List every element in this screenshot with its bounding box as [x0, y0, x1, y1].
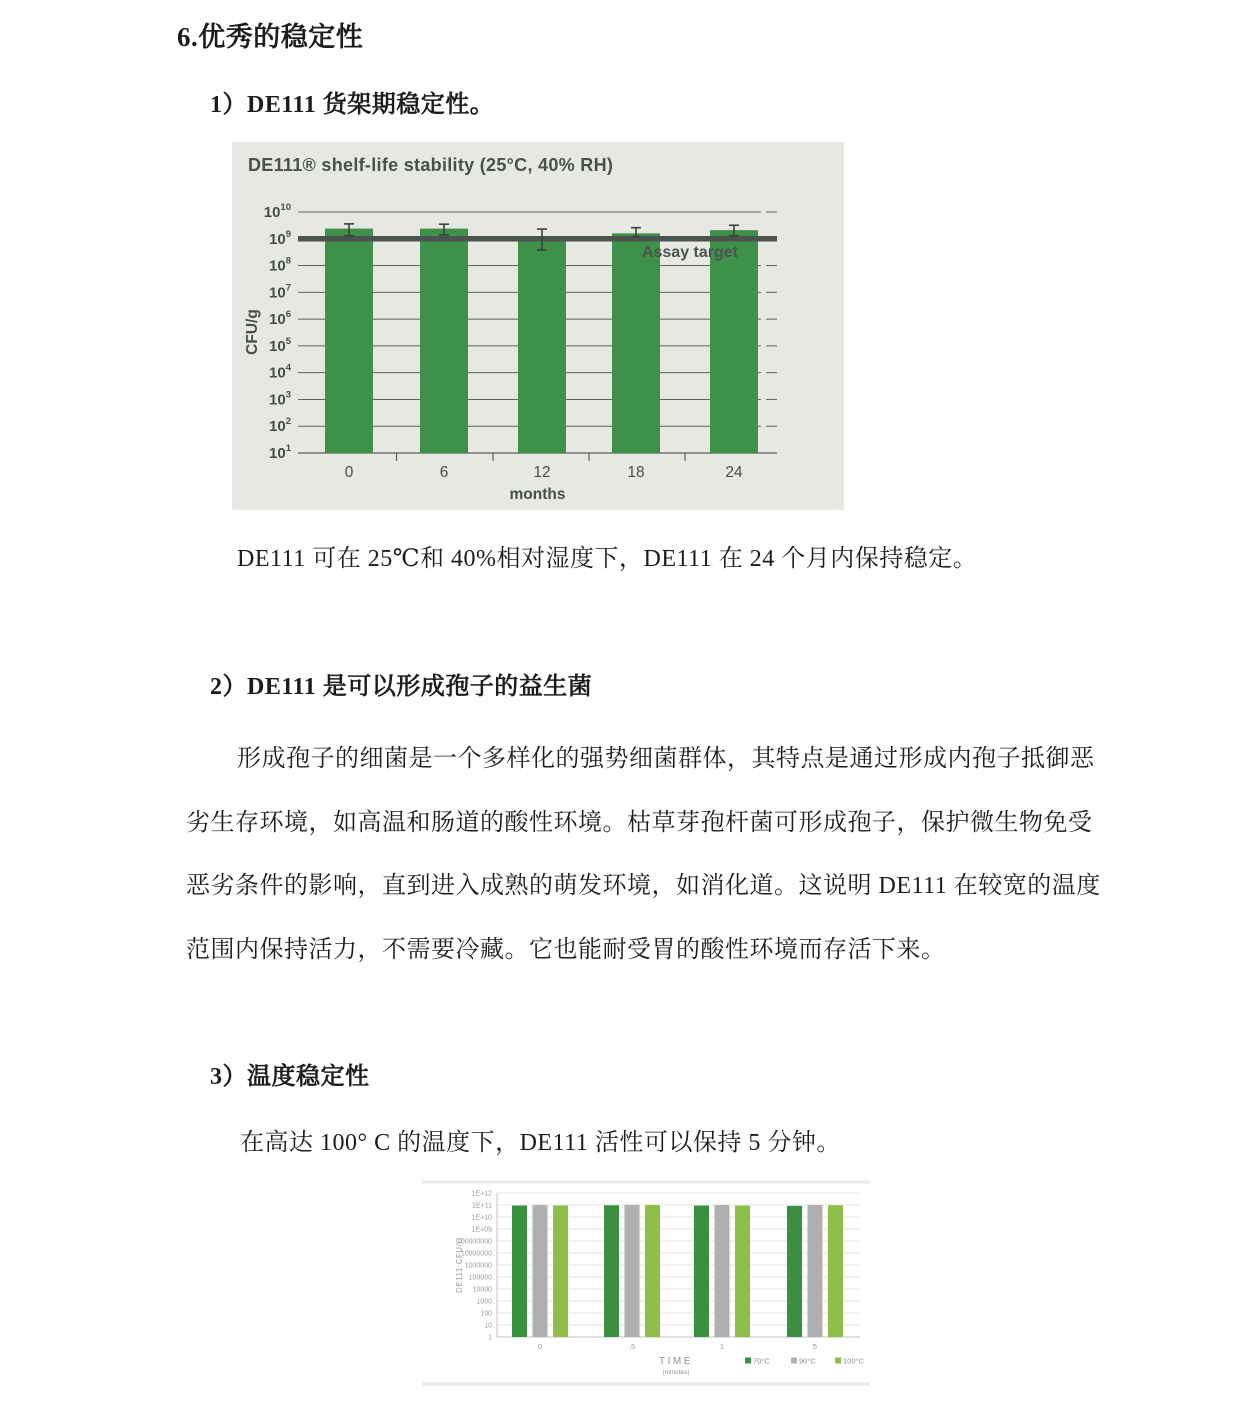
shelf-life-chart-panel: [232, 142, 844, 510]
y-tick-label: 1E+11: [472, 1202, 492, 1210]
y-axis-title: [455, 1237, 464, 1293]
x-tick-label: 5: [812, 1342, 818, 1351]
x-tick-label: 12: [533, 464, 551, 481]
assay-target-label: Assay target: [641, 244, 738, 261]
y-axis-title: DE111 CFU/G: [455, 1237, 464, 1293]
y-tick-label: $10^6$: [269, 309, 291, 329]
y-tick-label: 100: [480, 1310, 492, 1318]
y-tick-label: 1000000: [464, 1262, 492, 1270]
paragraph-line: 形成孢子的细菌是一个多样化的强势细菌群体，其特点是通过形成内孢子抵御恶: [237, 746, 1095, 772]
x-tick-label: 0: [537, 1342, 543, 1351]
bar-month-18: [612, 233, 660, 453]
y-tick-label: 10: [484, 1322, 492, 1330]
x-tick-label: 0: [344, 464, 354, 481]
chart1-title: DE111® shelf-life stability (25°C, 40% RH): [248, 155, 614, 175]
x-tick-label: 18: [627, 464, 645, 481]
bars: [325, 229, 758, 453]
subheading-spore-forming: 2）DE111 是可以形成孢子的益生菌: [210, 674, 593, 700]
y-tick-label: $10^2$: [269, 416, 291, 436]
bars: [512, 1205, 843, 1337]
legend-swatch-90°C: [791, 1358, 797, 1364]
y-tick-label: $10^8$: [269, 255, 291, 275]
y-tick-label: 10000: [472, 1286, 492, 1294]
bar-100°C-t.5: [645, 1205, 660, 1337]
bar-70°C-t1: [694, 1206, 709, 1337]
legend-label: 70°C: [753, 1356, 770, 1366]
bar-70°C-t.5: [604, 1205, 619, 1337]
y-tick-label: 1E+12: [471, 1190, 492, 1198]
shelf-life-chart-plot: [232, 142, 844, 510]
x-tick-label: 6: [439, 464, 449, 481]
x-axis-ticks: [397, 453, 686, 461]
y-tick-label: 100000: [468, 1274, 492, 1282]
bar-90°C-t1: [715, 1205, 730, 1337]
y-tick-label: $10^{10}$: [263, 202, 291, 221]
y-axis-title: CFU/g: [244, 309, 261, 355]
x-tick-label: 1: [719, 1342, 725, 1351]
y-tick-label: 1: [488, 1334, 492, 1342]
temperature-chart-plot: [420, 1180, 872, 1388]
y-tick-label: $10^1$: [269, 443, 291, 462]
legend-swatch-70°C: [745, 1358, 751, 1364]
x-axis-labels: [538, 1342, 817, 1376]
x-axis-subtitle: (minutes): [662, 1369, 690, 1376]
temperature-caption: 在高达 100° C 的温度下，DE111 活性可以保持 5 分钟。: [240, 1130, 841, 1156]
legend-swatch-100°C: [835, 1358, 841, 1364]
bar-100°C-t5: [828, 1205, 843, 1337]
bar-month-12: [518, 239, 566, 453]
y-tick-label: 100000000: [456, 1238, 492, 1246]
y-axis-title: [244, 309, 261, 355]
legend-label: 90°C: [799, 1356, 816, 1366]
y-tick-label: 1000: [476, 1298, 492, 1306]
legend: [745, 1357, 865, 1366]
bar-month-24: [710, 230, 758, 453]
shelf-life-caption: DE111 可在 25℃和 40%相对湿度下，DE111 在 24 个月内保持稳定。: [237, 546, 978, 572]
bar-90°C-t0: [533, 1205, 548, 1337]
y-tick-label: $10^5$: [269, 335, 291, 355]
y-tick-label: $10^7$: [269, 282, 291, 302]
section-heading-stability: 6.优秀的稳定性: [177, 22, 364, 52]
bar-month-0: [325, 229, 373, 453]
y-tick-label: 10000000: [460, 1250, 492, 1258]
y-tick-label: $10^4$: [269, 362, 291, 382]
bar-90°C-t5: [808, 1205, 823, 1337]
subheading-shelf-life: 1）DE111 货架期稳定性。: [210, 92, 495, 118]
x-tick-label: 24: [725, 464, 743, 481]
x-tick-label: .5: [628, 1342, 636, 1351]
temperature-stability-chart: [420, 1180, 872, 1388]
paragraph-line: 范围内保持活力，不需要冷藏。它也能耐受胃的酸性环境而存活下来。: [186, 937, 946, 963]
y-tick-label: 1E+09: [471, 1226, 492, 1234]
bar-100°C-t1: [735, 1206, 750, 1337]
y-tick-label: 1E+10: [471, 1214, 492, 1222]
bar-70°C-t0: [512, 1206, 527, 1337]
bar-month-6: [420, 229, 468, 453]
subheading-temperature-stability: 3）温度稳定性: [210, 1064, 370, 1090]
x-axis-title: TIME: [659, 1356, 693, 1367]
bar-70°C-t5: [787, 1206, 802, 1337]
x-axis-title: months: [509, 486, 566, 503]
y-tick-label: $10^9$: [269, 228, 291, 248]
bar-100°C-t0: [553, 1206, 568, 1337]
legend-label: 100°C: [843, 1356, 864, 1366]
paragraph-line: 劣生存环境，如高温和肠道的酸性环境。枯草芽孢杆菌可形成孢子，保护微生物免受: [186, 810, 1093, 836]
paragraph-line: 恶劣条件的影响，直到进入成熟的萌发环境，如消化道。这说明 DE111 在较宽的温度: [186, 873, 1101, 899]
bar-90°C-t.5: [625, 1205, 640, 1337]
x-axis-labels: [345, 464, 743, 503]
y-tick-label: $10^3$: [269, 389, 291, 409]
